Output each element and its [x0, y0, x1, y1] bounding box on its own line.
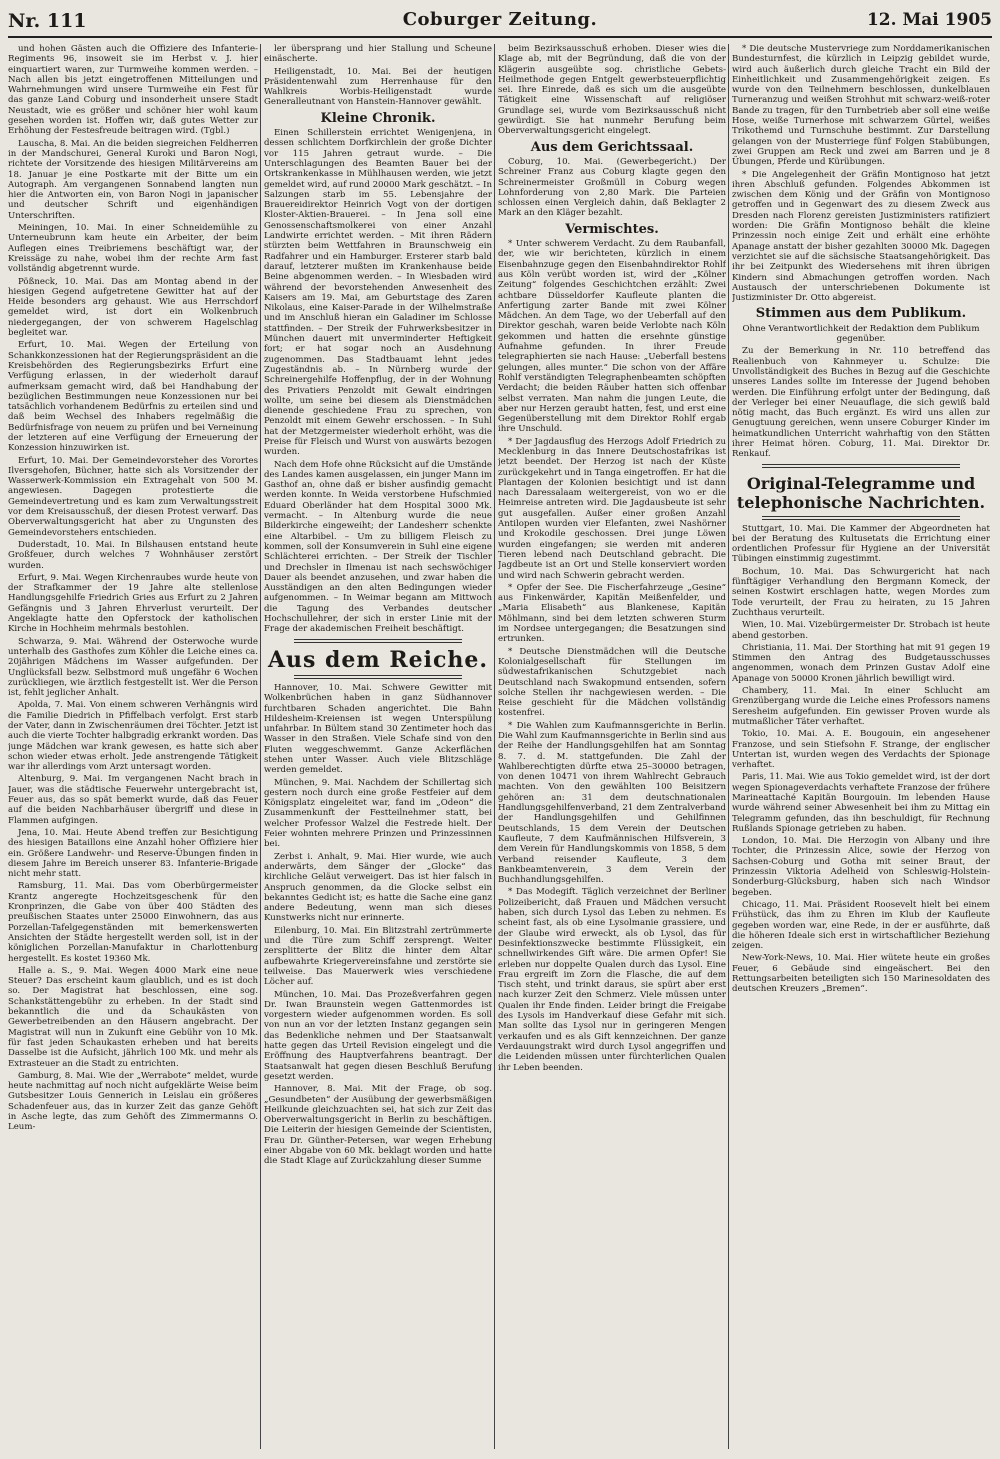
column-divider — [728, 44, 729, 1449]
article-paragraph: Apolda, 7. Mai. Von einem schweren Verhängnis wird die Familie Diedrich in Pfiffelbach verfolgt. Erst starb der Vater, dann in Zwischenräumen drei Töchter. Jetzt ist auch die vierte Tochter halbgradig erkrankt worden. Das junge Mädchen war krank gewesen, es hatte sich aber schon wieder etwas erholt. Jede anstrengende Tätigkeit war ihr allerdings vom Arzt untersagt worden. — [8, 700, 258, 773]
article-paragraph: Schwarza, 9. Mai. Während der Osterwoche wurde unterhalb des Gasthofes zum Köhler die Leiche eines ca. 20jährigen Mädchens im Wasser aufgefunden. Der Unglücksfall bezw. Selbstmord muß ungefähr 6 Wochen zurückliegen, wie ärztlich festgestellt ist. Wer die Person ist, fehlt jeglicher Anhalt. — [8, 636, 258, 699]
article-paragraph: Zerbst i. Anhalt, 9. Mai. Hier wurde, wie auch anderwärts, dem Sänger der „Glocke“ das kirchliche Geläut verweigert. Das ist hier falsch in Anspruch genommen, da die Glocke selbst ein bekanntes Gedicht ist; es hatte die Sache eine ganz andere Bedeutung, wenn man sich dieses Kunstwerks nicht nur erinnerte. — [264, 851, 492, 924]
article-paragraph: Zu der Bemerkung in Nr. 110 betreffend das Realienbuch von Kahnmeyer u. Schulze: Die Unvollständigkeit des Buches in Bezug auf die Geschichte unseres Landes sollte im Interesse der Jugend behoben werden. Die Einführung erfolgt unter der Bedingung, daß der Verleger bei einer Neuauflage, die sich gewiß bald nötig macht, das Buch ergänzt. Es wird uns allen zur Genugtuung gereichen, wenn unsere Coburger Kinder im heimatkundlichen Unterricht wahrhaftig von den Stätten ihrer Heimat hören. Coburg, 11. Mai. Direktor Dr. Renkauf. — [732, 346, 990, 460]
issue-date: 12. Mai 1905 — [866, 10, 992, 30]
article-paragraph: Bochum, 10. Mai. Das Schwurgericht hat nach fünftägiger Verhandlung den Bergmann Komeck, der seinen Kostwirt erschlagen hatte, wegen Mordes zum Tode verurteilt, der Frau zu heiraten, zu 15 Jahren Zuchthaus verurteilt. — [732, 566, 990, 618]
article-paragraph: Hannover, 8. Mai. Mit der Frage, ob sog. „Gesundbeten“ der Ausübung der gewerbsmäßigen Heilkunde gleichzuachten sei, hat sich zur Zeit das Oberverwaltungsgericht in Berlin zu beschäftigen. Die Leiterin der hiesigen Gemeinde der Scientisten, Frau Dr. Günther-Petersen, war wegen Erhebung einer Abgabe von 60 Mk. beklagt worden und hatte die Stadt Klage auf Zurückzahlung dieser Summe — [264, 1084, 492, 1167]
column-divider — [494, 44, 495, 1449]
article-paragraph: * Die deutsche Mustervriege zum Norddamerikanischen Bundesturnfest, die kürzlich in Leipzig gebildet wurde, wird auch äußerlich durch gleiche Tracht ein Bild der Einheitlichkeit und Zusammengehörigkeit zeigen. Es wurde von den Teilnehmern beschlossen, dunkelblauen Turneranzug und weißen Strohhut mit schwarz-weiß-roter Bande zu tragen, für den Turnbetrieb aber soll eine weiße Hose, weiße Turnerhose mit schwarzem Gürtel, weißes Trikothemd und Turnschuhe bestimmt. Zur Darstellung gelangen von der Musterriege fünf Folgen Stabübungen, zwei Gruppen am Reck und zwei am Barren und je 8 Übungen, Pferde und Kürübungen. — [732, 44, 990, 168]
article-paragraph: Erfurt, 9. Mai. Wegen Kirchenraubes wurde heute von der Strafkammer der 19 Jahre alte stellenlose Handlungsgehilfe Friedrich Gries aus Erfurt zu 2 Jahren Gefängnis und 3 Jahren Ehrverlust verurteilt. Der Angeklagte hatte den Opferstock der katholischen Kirche in Hochheim mehrmals bestohlen. — [8, 572, 258, 635]
article-paragraph: Wien, 10. Mai. Vizebürgermeister Dr. Strobach ist heute abend gestorben. — [732, 620, 990, 641]
section-heading-kleine-chronik: Kleine Chronik. — [320, 110, 436, 126]
article-paragraph: Meiningen, 10. Mai. In einer Schneidemühle zu Unterneubrunn kam heute ein Arbeiter, der beim Auflegen eines Treibriemens beschäftigt war, der Kreissäge zu nahe, wobei ihm der rechte Arm fast vollständig abgetrennt wurde. — [8, 223, 258, 275]
heading-rule — [294, 675, 462, 679]
article-paragraph: Erfurt, 10. Mai. Der Gemeindevorsteher des Vorortes Ilversgehofen, Büchner, hatte sich als Vorsitzender der Wasserwerk-Kommission ein Extragehalt von 500 M. angewiesen. Dagegen protestierte die Gemeindevertretung und es kam zum Verwaltungsstreit vor dem Kreisausschuß, der diesen Protest verwarf. Das Oberverwaltungsgericht hat aber zu Ungunsten des Gemeindevorstehers entschieden. — [8, 455, 258, 538]
heading-rule — [294, 639, 462, 643]
article-paragraph: * Die Wahlen zum Kaufmannsgerichte in Berlin. Die Wahl zum Kaufmannsgerichte in Berlin sind aus der Reihe der Handlungsgehilfen hat am Sonntag 8. 7. d. M. stattgefunden. Die Zahl der Wahlberechtigten dürfte etwa 25–30000 betragen, von denen 10471 von ihrem Wahlrecht Gebrauch machten. Von den gewählten 100 Beisitzern gehören an: 31 dem deutschnationalen Handlungsgehilfenverband, 21 dem Zentralverband der Handlungsgehilfen und Gehilfinnen Deutschlands, 15 dem Verein der Deutschen Kaufleute, 7 dem Kaufmännischen Hilfsverein, 3 dem Verein für Handlungskommis von 1858, 5 dem Verband reisender Kaufleute, 3 dem Bankbeamtenverein, 3 dem Verein der Buchhandlungsgehilfen. — [498, 720, 726, 886]
article-paragraph: Jena, 10. Mai. Heute Abend treffen zur Besichtigung des hiesigen Bataillons eine Anzahl hoher Offiziere hier ein. Größere Landwehr- und Reserve-Übungen finden in diesem Jahre im Bereich unserer 83. Infanterie-Brigade nicht mehr statt. — [8, 827, 258, 880]
article-paragraph: Ramsburg, 11. Mai. Das vom Oberbürgermeister Krantz angeregte Hochzeitsgeschenk für den Kronprinzen, die Gabe von über 400 Städten des preußischen Staates unter 25000 Einwohnern, das aus Porzellan-Tafelgegenständen mit bemerkenswerten Ansichten der Städte hergestellt werden soll, ist in der königlichen Porzellan-Manufaktur in Charlottenburg hergestellt. Es kostet 19360 Mk. — [8, 881, 258, 964]
article-paragraph: * Der Jagdausflug des Herzogs Adolf Friedrich zu Mecklenburg in das Innere Deutschostafrikas ist jetzt beendet. Der Herzog ist nach der Küste zurückgekehrt und in Tanga eingetroffen. Er hat die Plantagen der Kolonien besichtigt und ist dann nach Daressalaam weitergereist, von wo er die Heimreise antreten wird. Die Jagdausbeute ist sehr gut ausgefallen. Außer einer großen Anzahl Antilopen wurden vier Elefanten, zwei Nashörner und Krokodile geschossen. Drei junge Löwen wurden eingefangen; sie werden mit anderen Tieren lebend nach Deutschland gebracht. Die Jagdbeute ist an Ort und Stelle konserviert worden und wird nach Schwerin gebracht werden. — [498, 436, 726, 581]
article-paragraph: * Die Angelegenheit der Gräfin Montignoso hat jetzt ihren Abschluß gefunden. Folgendes Abkommen ist zwischen dem König und der Gräfin von Montignoso getroffen und in Gegenwart des zu diesem Zweck aus Dresden nach Florenz gereisten Justizministers ratifiziert worden: Die Gräfin Montignoso behält die kleine Prinzessin noch einige Zeit und erhält eine erhöhte Apanage anstatt der bisher gezahlten 30000 Mk. Dagegen verzichtet sie auf die sächsische Staatsangehörigkeit. Das ihr bei Zeitpunkt des Wiedersehens mit ihren übrigen Kindern sind Abmachungen getroffen worden. Nach Austausch der unterschriebenen Dokumente ist Justizminister Dr. Otto abgereist. — [732, 169, 990, 304]
column-divider — [260, 44, 261, 1449]
article-paragraph: Pößneck, 10. Mai. Das am Montag abend in der hiesigen Gegend aufgetretene Gewitter hat auf der Heide besonders arg gehaust. Wie aus Herrschdorf gemeldet wird, ist dort ein Wolkenbruch niedergegangen, der von schwerem Hagelschlag begleitet war. — [8, 276, 258, 339]
section-heading-gerichtssaal: Aus dem Gerichtssaal. — [530, 139, 694, 155]
column-4 — [732, 44, 990, 1449]
article-paragraph: Paris, 11. Mai. Wie aus Tokio gemeldet wird, ist der dort wegen Spionageverdachts verhaftete Franzose der frühere Marineattaché Kapitän Bourgouin. Im lebenden Hause wurde während seiner Abwesenheit bei ihm zu Mittag ein Telegramm gefunden, das ihn beschuldigt, für Rechnung Rußlands Spionage getrieben zu haben. — [732, 772, 990, 834]
article-paragraph: Altenburg, 9. Mai. Im vergangenen Nacht brach in Jauer, was die städtische Feuerwehr untergebracht ist, Feuer aus, das so spät bemerkt wurde, daß das Feuer auf die beiden Nachbarhäuser übergriff und diese in Flammen aufgingen. — [8, 774, 258, 826]
article-paragraph: New-York-News, 10. Mai. Hier wütete heute ein großes Feuer, 6 Gebäude sind eingeäschert. Bei den Rettungsarbeiten beteiligten sich 150 Marinesoldaten des deutschen Kreuzers „Bremen“. — [732, 953, 990, 995]
column-1 — [8, 44, 258, 1449]
article-paragraph: Gamburg, 8. Mai. Wie der „Werrabote“ meldet, wurde heute nachmittag auf noch nicht aufgeklärte Weise beim Gutsbesitzer Louis Gennerich in Leislau ein größeres Schadenfeuer aus, das in kurzer Zeit das ganze Gehöft in Asche legte, das zum Gehöft des Zimmermanns O. Leum- — [8, 1070, 258, 1133]
article-paragraph: Stuttgart, 10. Mai. Die Kammer der Abgeordneten hat bei der Beratung des Kultusetats die Errichtung einer ordentlichen Professur für Hygiene an der Universität Tübingen einstimmig zugestimmt. — [732, 523, 990, 565]
article-paragraph: Chambery, 11. Mai. In einer Schlucht am Grenzübergang wurde die Leiche eines Professors namens Seresheim aufgefunden. Ein gewisser Proven wurde als mutmaßlicher Täter verhaftet. — [732, 686, 990, 727]
article-paragraph: Heiligenstadt, 10. Mai. Bei der heutigen Präsidentenwahl zum Herrenhause für den Wahlkreis Worbis-Heiligenstadt wurde Generalleutnant von Hanstein-Hannover gewählt. — [264, 66, 492, 108]
article-paragraph: * Das Modegift. Täglich verzeichnet der Berliner Polizeibericht, daß Frauen und Mädchen versucht haben, sich durch Lysol das Leben zu nehmen. Es scheint fast, als ob eine Lysolmanie grassiere, und der Glaube wird erweckt, als ob Lysol, das für Desinfektionszwecke bestimmte Flüssigkeit, ein schnellwirkendes Gift wäre. Die armen Opfer! Sie erleben nur doppelte Qualen durch das Lysol. Eine Frau ergreift im Zorn die Flasche, die auf dem Tisch steht, und trinkt daraus, sie spürt aber erst nach kurzer Zeit den Schmerz. Viele müssen unter Qualen ihr Ende finden. Leider bringt die Freigabe des Lysols im Handverkauf diese Gefahr mit sich. Man sollte das Lysol nur in geringeren Mengen verkaufen und es als Gift kennzeichnen. Der ganze Verdauungstrakt wird durch Lysol angegriffen und die Leidenden müssen unter fürchterlichen Qualen ihr Leben beenden. — [498, 887, 726, 1073]
article-paragraph: ler übersprang und hier Stallung und Scheune einäscherte. — [264, 44, 492, 65]
article-paragraph: * Opfer der See. Die Fischerfahrzeuge „Gesine“ aus Finkenwärder, Kapitän Meißenfelder, und „Maria Elisabeth“ aus Blankenese, Kapitän Möhlmann, sind bei dem letzten schweren Sturm im Nordsee untergegangen; die Besatzungen sind ertrunken. — [498, 582, 726, 645]
column-2 — [264, 44, 492, 1449]
article-paragraph: Nach dem Hofe ohne Rücksicht auf die Umstände des Landes kamen ausgelassen, ein junger Mann im Gasthof an, ohne daß er bisher ausfindig gemacht werden konnte. In Weida verstorbene Hufschmied Eduard Oberländer hat dem Hospital 3000 Mk. vermacht. – In Altenburg wurde die neue Bilderkirche eingeweiht; der Landesherr schenkte eine Altarbibel. – Um zu billigem Fleisch zu kommen, soll der Konsumverein in Suhl eine eigene Schlächterei errichten. – Der Streik der Tischler und Drechsler in Ilmenau ist nach sechswöchiger Dauer als beendet anzusehen, und zwar haben die Ausständigen an den alten Bedingungen wieder aufgenommen. – In Weimar begann am Mittwoch die Tagung des Verbandes deutscher Hochschullehrer, der sich in erster Linie mit der Frage der akademischen Freiheit beschäftigt. — [264, 459, 492, 635]
article-paragraph: München, 10. Mai. Das Prozeßverfahren gegen Dr. Iwan Braunstein wegen Gattenmordes ist vorgestern wieder aufgenommen worden. Es soll von nun an vor der letzten Instanz gegangen sein das Bedenkliche nehmen und Der Staatsanwalt hatte gegen das Urteil Revision eingelegt und die Eröffnung des Hauptverfahrens beantragt. Der Staatsanwalt hat gegen diesen Beschluß Berufung gesetzt werden. — [264, 989, 492, 1082]
article-paragraph: Halle a. S., 9. Mai. Wegen 4000 Mark eine neue Steuer? Das erscheint kaum glaublich, und es ist doch so. Der Magistrat hat beschlossen, eine sog. Schankstättengebühr zu erheben. In der Stadt sind bekanntlich die und da Schaukästen von Gewerbetreibenden an den Häusern angebracht. Der Magistrat will nun in Zukunft eine Gebühr von 10 Mk. für fast jeden Schaukasten erheben und hat bereits Dasselbe ist die Aufsicht, jährlich 100 Mk. und mehr als Extrasteuer an die Stadt zu entrichten. — [8, 965, 258, 1069]
section-heading-aus-dem-reiche: Aus dem Reiche. — [267, 646, 489, 673]
masthead — [8, 6, 992, 38]
newspaper-title: Coburger Zeitung. — [402, 9, 598, 30]
article-paragraph: * Unter schwerem Verdacht. Zu dem Raubanfall, der, wie wir berichteten, kürzlich in einem Eisenbahnzuge gegen den Eisenbahndirektor Rohlf aus Köln verübt worden ist, wird der „Kölner Zeitung“ folgendes Geschichtchen erzählt: Zwei achtbare Düsseldorfer Kaufleute planten die Anfertigung zarter Bande mit zwei Kölner Mädchen. An dem Tage, wo der Ueberfall auf den Direktor geschah, waren beide Verlobte nach Köln gekommen und hatten die ersehnte günstige Aufnahme gefunden. In ihrer Freude telegraphierten sie nach Hause: „Ueberfall bestens gelungen, alles munter.“ Die schon von der Affäre Rohlf verständigten Telegraphenbeamten schöpften Verdacht; die beiden Räuber hatten sich offenbar selbst verraten. Man nahm die jungen Leute, die aber nur Herzen geraubt hatten, fest, und erst eine Gegenüberstellung mit dem Direktor Rohlf ergab ihre Unschuld. — [498, 239, 726, 435]
article-paragraph: Erfurt, 10. Mai. Wegen der Erteilung von Schankkonzessionen hat der Regierungspräsident an die Kreisbehörden des Regierungsbezirks Erfurt eine Verfügung erlassen, in der wiederholt darauf aufmerksam gemacht wird, daß bei Handhabung der bezüglichen Bestimmungen neue Konzessionen nur bei tatsächlich vorhandenem Bedürfnis zu erteilen sind und daß beim Wechsel des Inhabers regelmäßig die Bedürfnisfrage von neuem zu prüfen und bei Verneinung der letzteren auf eine Verfügung der Erneuerung der Konzession hinzuwirken ist. — [8, 340, 258, 454]
article-paragraph: * Deutsche Dienstmädchen will die Deutsche Kolonialgesellschaft für Stellungen im südwestafrikanischen Schutzgebiet nach Deutschland nach Swakopmund entsenden, sofern solche Stellen ihr nachgewiesen werden. – Die Reise geschieht für die Mädchen vollständig kostenfrei. — [498, 646, 726, 719]
article-paragraph: Chicago, 11. Mai. Präsident Roosevelt hielt bei einem Frühstück, das ihm zu Ehren im Klub der Kaufleute gegeben worden war, eine Rede, in der er ausführte, daß die höheren Ideale sich erst in wirtschaftlicher Beziehung zeigen. — [732, 899, 990, 952]
article-paragraph: Lauscha, 8. Mai. An die beiden siegreichen Feldherren in der Mandschurei, General Kuroki und Baron Nogi, richtete der Vorsitzende des hiesigen Militärvereins am 18. Januar je eine Postkarte mit der Bitte um ein Autograph. Am vergangenen Sonnabend langten nun hier die Antworten ein, von Baron Nogi in japanischer und deutscher Schrift und eigenhändigen Unterschriften. — [8, 138, 258, 221]
section-heading-original-telegramme: Original-Telegramme und telephonische Nachrichten. — [736, 473, 986, 512]
section-heading-stimmen-aus-dem-publikum: Stimmen aus dem Publikum. — [755, 306, 967, 322]
article-paragraph: Christiania, 11. Mai. Der Storthing hat mit 91 gegen 19 Stimmen den Antrag des Budgetausschusses angenommen, wonach dem Prinzen Gustav Adolf eine Apanage von 50000 Kronen jährlich bewilligt wird. — [732, 642, 990, 684]
column-3 — [498, 44, 726, 1449]
article-paragraph: und hohen Gästen auch die Offiziere des Infanterie-Regiments 96, insoweit sie im Herbst v. J. hier einquartiert waren, zur Turmweihe kommen werden. – Nach allen bis jetzt eingetroffenen Mitteilungen und Wahrnehmungen wird unsere Turmweihe ein Fest für das ganze Land Coburg und insonderheit unsere Stadt Neustadt, wie es größer und schöner hier wohl kaum gesehen worden ist. Hoffen wir, daß gutes Wetter zur Erhöhung der Festesfreude beitragen wird. (Tgbl.) — [8, 44, 258, 137]
section-heading-vermischtes: Vermischtes. — [565, 221, 659, 237]
article-paragraph: Coburg, 10. Mai. (Gewerbegericht.) Der Schreiner Franz aus Coburg klagte gegen den Schreinermeister Großmüll in Coburg wegen Lohnforderung von 2,80 Mark. Die Parteien schlossen einen Vergleich dahin, daß Beklagter 2 Mark an den Kläger bezahlt. — [498, 156, 726, 219]
article-paragraph: Einen Schillerstein errichtet Wenigenjena, in dessen schlichtem Dorfkirchlein der große Dichter vor 115 Jahren getraut wurde. – Die Unterschlagungen des Beamten Bauer bei der Ortskrankenkasse in Mühlhausen werden, wie jetzt gemeldet wird, auf rund 20000 Mark geschätzt. – In Salzungen starb im 55. Lebensjahre der Brauereidirektor Heinrich Vogt von der dortigen Kloster-Aktien-Brauerei. – In Jena soll eine Genossenschaftsmolkerei von einer Anzahl Landwirte errichtet werden. – Mit ihren Rädern stürzten beim Wettfahren in Braunschweig ein Radfahrer und ein Hamburger. Ersterer starb bald darauf, letzterer mußten im Krankenhause beide Beine abgenommen werden. – In Wiesbaden wird während der bevorstehenden Anwesenheit des Kaisers am 19. Mai, am Geburtstage des Zaren Nikolaus, eine Kaiser-Parade in der Wilhelmstraße und im Anschluß hieran ein Galadiner im Schlosse stattfinden. – Der Streik der Fuhrwerksbesitzer in München dauert mit unverminderter Heftigkeit fort; er hat sogar noch an Ausdehnung zugenommen. Das Stadtbauamt lehnt jedes Zugeständnis ab. – In Nürnberg wurde der Schreinergehilfe Hoffenpflug, der in der Wohnung des Privatiers Penzoldt mit Gewalt eindringen wollte, um seine bei diesem als Dienstmädchen dienende geschiedene Frau zu sprechen, von Penzoldt mit einem Gewehr erschossen. – In Suhl hat der Metzgermeister wiederholt erhöht, was die Preise für Fleisch und Wurst von auswärts bezogen wurden. — [264, 128, 492, 458]
heading-rule — [762, 516, 960, 520]
article-paragraph: Ohne Verantwortlichkeit der Redaktion dem Publikum gegenüber. — [742, 323, 980, 345]
article-paragraph: Duderstadt, 10. Mai. In Bilshausen entstand heute Großfeuer, durch welches 7 Wohnhäuser zerstört wurden. — [8, 539, 258, 571]
article-paragraph: beim Bezirksausschuß erhoben. Dieser wies die Klage ab, mit der Begründung, daß die von der Klägerin ausgeübte sog. christliche Gebets-Heilmethode gegen Entgelt gewerbsteuerpflichtig sei. Ihre Einrede, daß es sich um die ausgeübte Tätigkeit eine Wissenschaft auf religiöser Grundlage sei, wurde vom Bezirksausschuß nicht gewürdigt. Sie hat nunmehr Berufung beim Oberverwaltungsgericht eingelegt. — [498, 44, 726, 137]
article-paragraph: München, 9. Mai. Nachdem der Schillertag sich gestern noch durch eine große Festfeier auf dem Königsplatz eingeleitet war, fand im „Odeon“ die Zusammenkunft der Festteilnehmer statt, bei welcher Professor Walzel die Festrede hielt. Der Feier wohnten mehrere Prinzen und Prinzessinnen bei. — [264, 777, 492, 850]
heading-rule — [762, 464, 960, 468]
article-paragraph: Hannover, 10. Mai. Schwere Gewitter mit Wolkenbrüchen haben in ganz Südhannover furchtbaren Schaden angerichtet. Die Bahn Hildesheim-Kreiensen ist wegen Unterspülung unfahrbar. In Bültem stand 30 Zentimeter hoch das Wasser in den Straßen. Viele Schafe sind von den Fluten weggeschwemmt. Ganze Ackerflächen stehen unter Wasser. Auch viele Blitzschläge werden gemeldet. — [264, 682, 492, 776]
article-paragraph: Eilenburg, 10. Mai. Ein Blitzstrahl zertrümmerte und die Türe zum Schiff zersprengt. Weiter zersplitterte der Blitz die hinter dem Altar aufbewahrte Kriegervereinsfahne und zerstörte sie teilweise. Das Mauerwerk wies verschiedene Löcher auf. — [264, 925, 492, 988]
issue-number: Nr. 111 — [8, 10, 87, 32]
article-paragraph: Tokio, 10. Mai. A. E. Bougouin, ein angesehener Franzose, und sein Stiefsohn F. Strange, der englischer Untertan ist, wurden wegen des Verdachts der Spionage verhaftet. — [732, 729, 990, 771]
article-paragraph: London, 10. Mai. Die Herzogin von Albany und ihre Tochter, die Prinzessin Alice, sowie der Herzog von Sachsen-Coburg und Gotha mit seiner Braut, der Prinzessin Viktoria Adelheid von Schleswig-Holstein-Sonderburg-Glücksburg, haben sich nach Windsor begeben. — [732, 836, 990, 898]
